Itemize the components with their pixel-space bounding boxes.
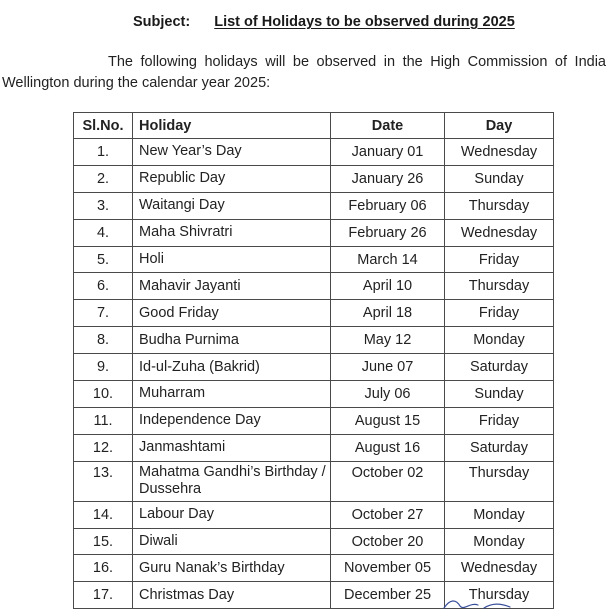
cell-day: Saturday <box>445 354 554 381</box>
table-row <box>74 381 554 408</box>
cell-holiday: Janmashtami <box>133 434 331 461</box>
header-day: Day <box>445 113 554 139</box>
cell-sl-no: 8. <box>74 327 133 354</box>
cell-holiday: Labour Day <box>133 501 331 528</box>
cell-sl-no: 11. <box>74 407 133 434</box>
cell-holiday: Holi <box>133 246 331 273</box>
cell-sl-no: 14. <box>74 501 133 528</box>
cell-date: October 02 <box>331 461 445 501</box>
cell-date: March 14 <box>331 246 445 273</box>
cell-holiday: Mahatma Gandhi’s Birthday / Dussehra <box>133 461 331 501</box>
cell-sl-no: 12. <box>74 434 133 461</box>
table-row <box>74 192 554 219</box>
cell-sl-no: 6. <box>74 273 133 300</box>
cell-date: October 27 <box>331 501 445 528</box>
cell-date: July 06 <box>331 381 445 408</box>
cell-date: August 16 <box>331 434 445 461</box>
cell-day: Thursday <box>445 582 554 609</box>
cell-day: Friday <box>445 300 554 327</box>
cell-holiday: Independence Day <box>133 407 331 434</box>
cell-holiday: Maha Shivratri <box>133 219 331 246</box>
signature-mark <box>440 596 520 611</box>
cell-day: Sunday <box>445 165 554 192</box>
intro-paragraph: The following holidays will be observed in the High Commission of India Wellington during the calendar year 2025: <box>2 54 606 91</box>
table-row <box>74 461 554 501</box>
table-row <box>74 528 554 555</box>
cell-day: Thursday <box>445 273 554 300</box>
cell-day: Wednesday <box>445 219 554 246</box>
table-row <box>74 555 554 582</box>
cell-day: Monday <box>445 528 554 555</box>
header-sl-no: Sl.No. <box>74 113 133 139</box>
cell-holiday: Diwali <box>133 528 331 555</box>
cell-sl-no: 10. <box>74 381 133 408</box>
cell-sl-no: 2. <box>74 165 133 192</box>
cell-holiday: Mahavir Jayanti <box>133 273 331 300</box>
subject-title: List of Holidays to be observed during 2025 <box>214 14 515 30</box>
cell-day: Wednesday <box>445 139 554 166</box>
table-row <box>74 501 554 528</box>
subject-label: Subject: <box>133 14 191 30</box>
cell-sl-no: 5. <box>74 246 133 273</box>
cell-date: August 15 <box>331 407 445 434</box>
cell-holiday: Muharram <box>133 381 331 408</box>
table-row <box>74 327 554 354</box>
cell-sl-no: 17. <box>74 582 133 609</box>
table-row <box>74 165 554 192</box>
cell-date: April 10 <box>331 273 445 300</box>
cell-day: Friday <box>445 407 554 434</box>
cell-holiday: Id-ul-Zuha (Bakrid) <box>133 354 331 381</box>
table-row <box>74 219 554 246</box>
header-holiday: Holiday <box>133 113 331 139</box>
cell-date: November 05 <box>331 555 445 582</box>
holiday-table <box>73 112 554 609</box>
table-row <box>74 246 554 273</box>
cell-holiday: Republic Day <box>133 165 331 192</box>
table-row <box>74 139 554 166</box>
cell-date: January 01 <box>331 139 445 166</box>
table-header-row <box>74 113 554 139</box>
cell-day: Thursday <box>445 461 554 501</box>
table-row <box>74 273 554 300</box>
cell-day: Monday <box>445 327 554 354</box>
cell-sl-no: 13. <box>74 461 133 501</box>
cell-sl-no: 16. <box>74 555 133 582</box>
cell-sl-no: 7. <box>74 300 133 327</box>
cell-sl-no: 1. <box>74 139 133 166</box>
cell-day: Sunday <box>445 381 554 408</box>
cell-date: June 07 <box>331 354 445 381</box>
cell-day: Wednesday <box>445 555 554 582</box>
cell-date: October 20 <box>331 528 445 555</box>
cell-holiday: Guru Nanak’s Birthday <box>133 555 331 582</box>
cell-date: May 12 <box>331 327 445 354</box>
cell-sl-no: 3. <box>74 192 133 219</box>
table-row <box>74 407 554 434</box>
cell-date: February 06 <box>331 192 445 219</box>
cell-day: Friday <box>445 246 554 273</box>
header-date: Date <box>331 113 445 139</box>
cell-day: Thursday <box>445 192 554 219</box>
cell-sl-no: 9. <box>74 354 133 381</box>
cell-holiday: Waitangi Day <box>133 192 331 219</box>
cell-day: Monday <box>445 501 554 528</box>
cell-date: April 18 <box>331 300 445 327</box>
table-row <box>74 300 554 327</box>
table-row <box>74 434 554 461</box>
cell-holiday: Good Friday <box>133 300 331 327</box>
cell-holiday: Christmas Day <box>133 582 331 609</box>
cell-day: Saturday <box>445 434 554 461</box>
table-row <box>74 354 554 381</box>
cell-sl-no: 15. <box>74 528 133 555</box>
cell-date: January 26 <box>331 165 445 192</box>
cell-holiday: New Year’s Day <box>133 139 331 166</box>
cell-date: February 26 <box>331 219 445 246</box>
cell-sl-no: 4. <box>74 219 133 246</box>
cell-date: December 25 <box>331 582 445 609</box>
cell-holiday: Budha Purnima <box>133 327 331 354</box>
subject-line <box>133 14 515 30</box>
